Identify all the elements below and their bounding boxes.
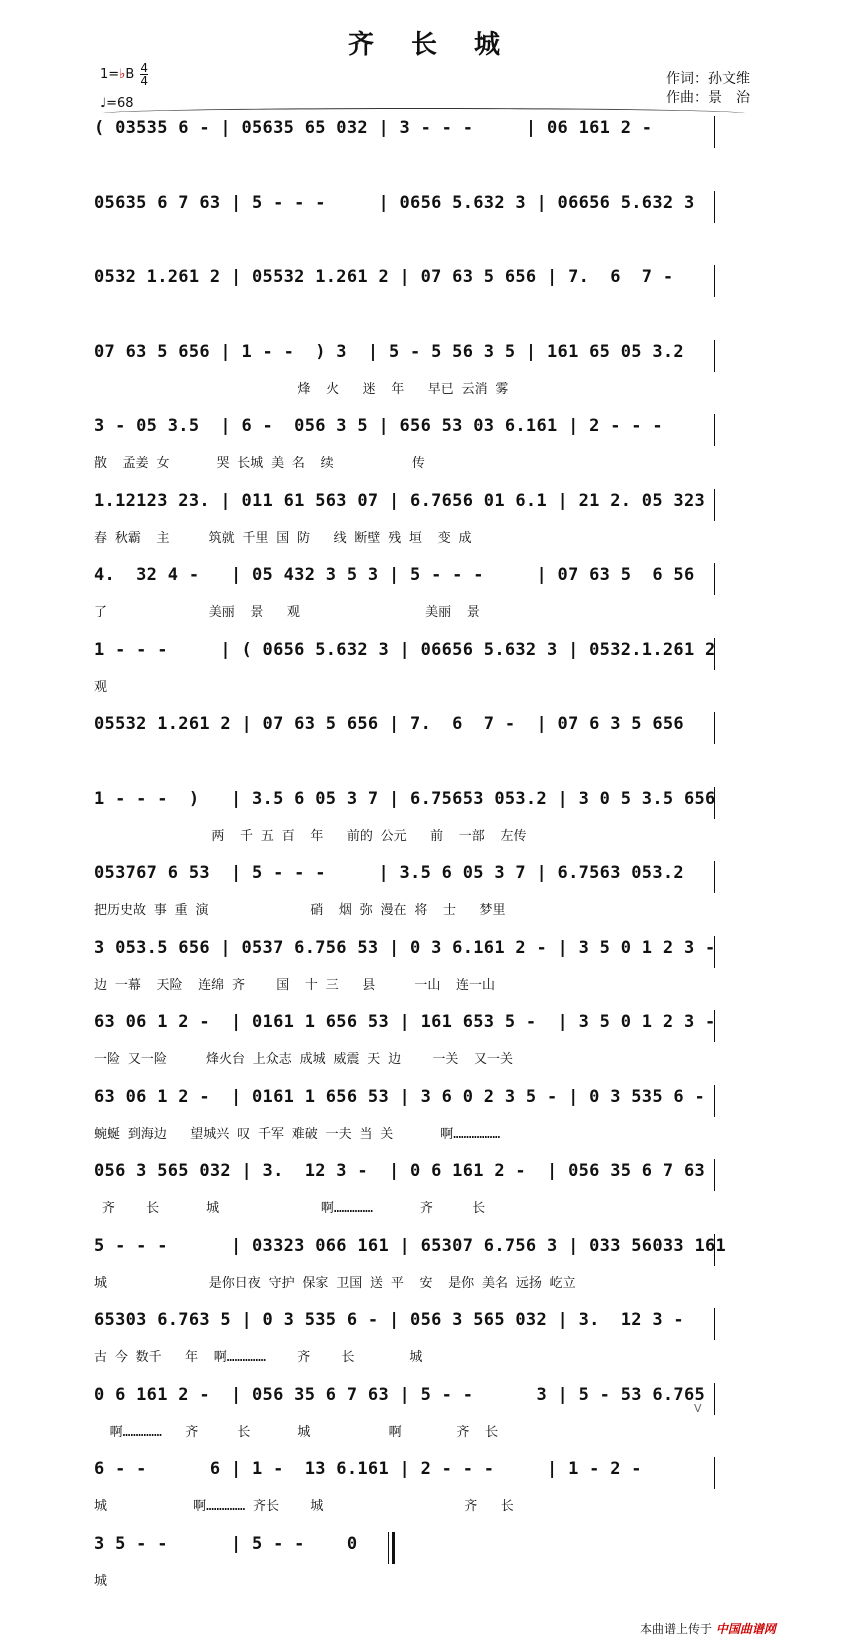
key-letter: B bbox=[125, 67, 135, 82]
staff-line bbox=[94, 781, 754, 821]
lyrics-line: 城 啊…………… 齐长 城 齐 长 bbox=[94, 1499, 514, 1514]
staff-line bbox=[94, 855, 754, 895]
jianpu-notes: 056 3 565 032 | 3. 12 3 - | 0 6 161 2 - | 056 35 6 7 63 bbox=[94, 1161, 706, 1181]
score-system bbox=[94, 1377, 754, 1440]
staff-line bbox=[94, 1451, 754, 1491]
key-prefix: 1= bbox=[100, 67, 120, 82]
jianpu-notes: 053767 6 53 | 5 - - - | 3.5 6 05 3 7 | 6.7563 053.2 bbox=[94, 863, 684, 883]
jianpu-notes: 07 63 5 656 | 1 - - ) 3 | 5 - 5 56 3 5 | 161 65 05 3.2 bbox=[94, 341, 684, 362]
score-system bbox=[94, 1228, 754, 1291]
score-system bbox=[94, 483, 754, 546]
lyrics-line: 散 孟姜 女 哭 长城 美 名 续 传 bbox=[94, 456, 425, 471]
lyrics-line: 蜿蜒 到海边 望城兴 叹 千军 难破 一夫 当 关 啊……………… bbox=[94, 1126, 501, 1142]
score-system bbox=[94, 1153, 754, 1216]
staff-line bbox=[94, 1377, 754, 1417]
jianpu-notes: 65303 6.763 5 | 0 3 535 6 - | 056 3 565 032 | 3. 12 3 - bbox=[94, 1310, 684, 1330]
staff-line bbox=[94, 1153, 754, 1193]
score-system bbox=[94, 557, 754, 620]
staff-line bbox=[94, 706, 754, 746]
staff-line bbox=[94, 408, 754, 448]
score-system bbox=[94, 855, 754, 918]
score-system bbox=[94, 185, 754, 225]
jianpu-notes: 05532 1.261 2 | 07 63 5 656 | 7. 6 7 - | 07 6 3 5 656 bbox=[94, 714, 684, 734]
staff-line bbox=[94, 1079, 754, 1119]
time-top: 4 bbox=[140, 61, 149, 75]
jianpu-notes: 0 6 161 2 - | 056 35 6 7 63 | 5 - - 3 | 5 - 53 6.765 bbox=[94, 1384, 706, 1405]
score-system bbox=[94, 632, 754, 695]
composer-credit: 作曲：景 治 bbox=[666, 90, 750, 106]
score-system bbox=[94, 259, 754, 299]
score-system bbox=[94, 1526, 754, 1589]
jianpu-notes: 63 06 1 2 - | 0161 1 656 53 | 161 653 5 - | 3 5 0 1 2 3 - bbox=[94, 1012, 716, 1032]
breath-mark: V bbox=[694, 1402, 702, 1415]
lyrics-line: 城 是你日夜 守护 保家 卫国 送 平 安 是你 美名 远扬 屹立 bbox=[94, 1275, 576, 1291]
staff-line bbox=[94, 185, 754, 225]
jianpu-notes: 0532 1.261 2 | 05532 1.261 2 | 07 63 5 656 | 7. 6 7 - bbox=[94, 267, 674, 287]
score-system bbox=[94, 1004, 754, 1067]
score-system bbox=[94, 110, 754, 150]
score-system bbox=[94, 1079, 754, 1142]
lyrics-line: 观 bbox=[94, 679, 108, 695]
staff-line bbox=[94, 1004, 754, 1044]
lyrics-line: 古 今 数千 年 啊…………… 齐 长 城 bbox=[94, 1350, 423, 1365]
staff-line bbox=[94, 483, 754, 523]
staff-line bbox=[94, 632, 754, 672]
credits bbox=[666, 70, 750, 108]
jianpu-notes: 3 5 - - | 5 - - 0 bbox=[94, 1533, 358, 1554]
lyrics-line: 把历史故 事 重 演 硝 烟 弥 漫在 将 士 梦里 bbox=[94, 903, 506, 918]
jianpu-notes: 6 - - 6 | 1 - 13 6.161 | 2 - - - | 1 - 2 - bbox=[94, 1459, 642, 1479]
staff-line bbox=[94, 557, 754, 597]
footer-text: 本曲谱上传于 bbox=[640, 1622, 713, 1636]
jianpu-notes: 1 - - - ) | 3.5 6 05 3 7 | 6.75653 053.2 | 3 0 5 3.5 656 bbox=[94, 788, 716, 809]
key-signature bbox=[100, 62, 148, 87]
staff-line bbox=[94, 1228, 754, 1268]
lyrics-line: 齐 长 城 啊…………… 齐 长 bbox=[94, 1201, 486, 1216]
lyrics-line: 一险 又一险 烽火台 上众志 成城 威震 天 边 一关 又一关 bbox=[94, 1052, 514, 1067]
site-logo: 中国曲谱网 bbox=[715, 1622, 776, 1636]
lyrics-line: 烽 火 迷 年 早已 云消 雾 bbox=[94, 381, 509, 397]
staff-line bbox=[94, 1526, 754, 1566]
jianpu-notes: 63 06 1 2 - | 0161 1 656 53 | 3 6 0 2 3 5 - | 0 3 535 6 - bbox=[94, 1086, 706, 1107]
jianpu-notes: 1 - - - | ( 0656 5.632 3 | 06656 5.632 3 | 0532.1.261 2 bbox=[94, 639, 716, 660]
jianpu-notes: 1.12123 23. | 011 61 563 07 | 6.7656 01 6.1 | 21 2. 05 323 bbox=[94, 490, 706, 511]
time-bottom: 4 bbox=[140, 74, 149, 88]
lyrics-line: 城 bbox=[94, 1573, 108, 1589]
lyrics-line: 啊…………… 齐 长 城 啊 齐 长 bbox=[94, 1424, 499, 1440]
tempo-marking: ♩=68 bbox=[100, 96, 134, 111]
jianpu-notes: 4. 32 4 - | 05 432 3 5 3 | 5 - - - | 07 63 5 6 56 bbox=[94, 565, 695, 585]
score-system bbox=[94, 781, 754, 844]
jianpu-notes: ( 03535 6 - | 05635 65 032 | 3 - - - | 06 161 2 - bbox=[94, 118, 653, 138]
lyricist-credit: 作词：孙文维 bbox=[666, 71, 750, 87]
score-system bbox=[94, 930, 754, 993]
jianpu-notes: 5 - - - | 03323 066 161 | 65307 6.756 3 | 033 56033 161 bbox=[94, 1235, 727, 1256]
staff-line bbox=[94, 259, 754, 299]
lyrics-line: 春 秋霸 主 筑就 千里 国 防 线 断壁 残 垣 变 成 bbox=[94, 530, 472, 546]
score-system bbox=[94, 408, 754, 471]
score-system bbox=[94, 1451, 754, 1514]
score-system bbox=[94, 1302, 754, 1365]
footer bbox=[640, 1620, 776, 1637]
staff-line bbox=[94, 1302, 754, 1342]
score-system bbox=[94, 334, 754, 397]
jianpu-notes: 3 053.5 656 | 0537 6.756 53 | 0 3 6.161 2 - | 3 5 0 1 2 3 - bbox=[94, 937, 716, 958]
lyrics-line: 了 美丽 景 观 美丽 景 bbox=[94, 605, 480, 620]
staff-line bbox=[94, 930, 754, 970]
staff-line bbox=[94, 110, 754, 150]
jianpu-notes: 3 - 05 3.5 | 6 - 056 3 5 | 656 53 03 6.161 | 2 - - - bbox=[94, 416, 663, 436]
lyrics-line: 边 一幕 天险 连绵 齐 国 十 三 县 一山 连一山 bbox=[94, 977, 496, 993]
staff-line bbox=[94, 334, 754, 374]
score-system bbox=[94, 706, 754, 746]
song-title: 齐 长 城 bbox=[347, 30, 515, 60]
flat-icon: ♭ bbox=[119, 67, 126, 82]
lyrics-line: 两 千 五 百 年 前的 公元 前 一部 左传 bbox=[94, 828, 527, 844]
jianpu-notes: 05635 6 7 63 | 5 - - - | 0656 5.632 3 | 06656 5.632 3 bbox=[94, 192, 695, 213]
